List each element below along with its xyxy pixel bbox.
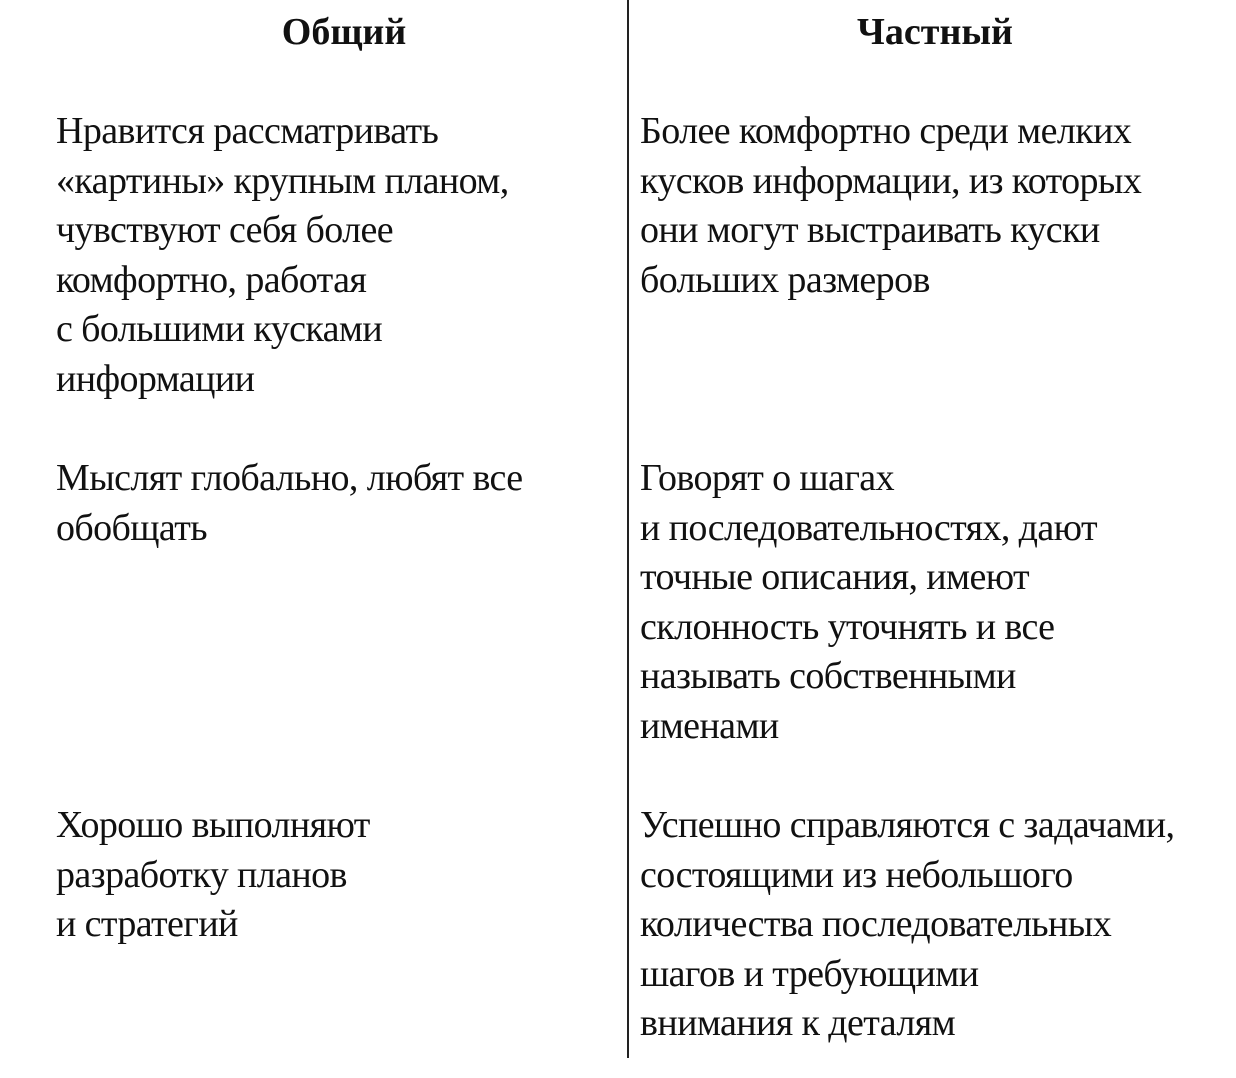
specific-cell-2: Говорят о шагах и последовательностях, дают точные описания, имеют склонность уточнять и все называть собственными именами [640, 457, 1097, 747]
header-general: Общий [281, 11, 407, 53]
specific-cell-1: Более комфортно среди мелких кусков информации, из которых они могут выстраивать куски больших размеров [640, 110, 1142, 301]
general-cell-2: Мыслят глобально, любят все обобщать [56, 457, 523, 549]
general-cell-1: Нравится рассматривать «картины» крупным планом, чувствуют себя более комфортно, работая с большими кусками информации [56, 110, 509, 400]
column-divider [627, 0, 629, 1058]
header-specific: Частный [857, 11, 1013, 53]
specific-cell-3: Успешно справляются с задачами, состоящими из небольшого количества последовательных шагов и требующими внимания к деталям [640, 804, 1175, 1044]
general-cell-3: Хорошо выполняют разработку планов и стратегий [56, 804, 370, 945]
